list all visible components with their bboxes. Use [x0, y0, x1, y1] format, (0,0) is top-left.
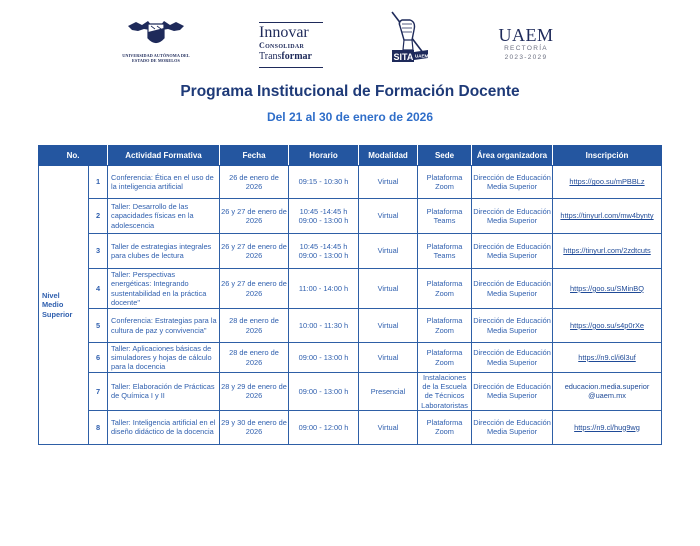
column-header-date: Fecha — [220, 146, 289, 166]
date-cell: 26 de enero de 2026 — [220, 166, 289, 199]
activity-cell: Conferencia: Ética en el uso de la inteligencia artificial — [108, 166, 220, 199]
venue-line-2: Zoom — [435, 427, 454, 437]
area-cell — [472, 199, 553, 234]
venue-cell — [418, 343, 472, 373]
activity-cell: Taller: Inteligencia artificial en el diseño didáctico de la docencia — [108, 410, 220, 444]
innovar-text: Innovar — [259, 24, 309, 41]
uaem-wordmark: UAEM — [498, 25, 554, 45]
registration-cell — [553, 373, 662, 411]
university-logo — [118, 18, 194, 68]
venue-line-2: Zoom — [435, 357, 454, 367]
transformar-text — [259, 51, 323, 63]
area-line-1: Dirección de Educación — [473, 206, 551, 216]
time-line-1: 10:45 -14:45 h — [299, 206, 348, 216]
area-line-1: Dirección de Educación — [473, 172, 551, 182]
time-cell — [289, 373, 359, 411]
table-row — [39, 166, 662, 199]
date-cell: 28 y 29 de enero de 2026 — [220, 373, 289, 411]
column-header-activity: Actividad Formativa — [108, 146, 220, 166]
activity-cell: Taller: Elaboración de Prácticas de Química I y II — [108, 373, 220, 411]
rectoria-label: RECTORÍA — [504, 45, 548, 52]
venue-line-2: Zoom — [435, 182, 454, 191]
date-cell: 26 y 27 de enero de 2026 — [220, 234, 289, 269]
date-cell: 28 de enero de 2026 — [220, 309, 289, 343]
area-line-1: Dirección de Educación — [473, 241, 551, 251]
area-cell — [472, 166, 553, 199]
area-line-1: Dirección de Educación — [473, 348, 551, 358]
area-cell — [472, 373, 553, 411]
time-line-1: 09:00 - 13:00 h — [298, 386, 349, 396]
activity-cell: Taller: Desarrollo de las capacidades físicas en la adolescencia — [108, 199, 220, 234]
time-cell — [289, 343, 359, 373]
venue-line-1: Plataforma — [426, 279, 463, 289]
area-line-1: Dirección de Educación — [473, 382, 551, 392]
time-line-2: 09:00 - 13:00 h — [298, 251, 349, 260]
venue-line-2: Teams — [433, 251, 456, 260]
column-header-mode: Modalidad — [359, 146, 418, 166]
time-cell — [289, 199, 359, 234]
area-line-2: Media Superior — [486, 427, 538, 437]
row-number: 1 — [89, 166, 108, 199]
registration-link[interactable]: https://goo.su/s4p0rXe — [570, 320, 644, 330]
venue-cell — [418, 166, 472, 199]
venue-line-1: Plataforma — [426, 206, 463, 216]
area-line-2: Media Superior — [486, 182, 538, 191]
time-cell — [289, 410, 359, 444]
area-line-2: Media Superior — [486, 288, 538, 298]
sita-fist-icon — [388, 10, 430, 66]
column-header-area: Área organizadora — [472, 146, 553, 166]
venue-cell — [418, 373, 472, 411]
row-number: 8 — [89, 410, 108, 444]
table-row — [39, 343, 662, 373]
area-line-2: Media Superior — [486, 357, 538, 367]
time-line-1: 09:00 - 12:00 h — [298, 422, 349, 432]
venue-line-2: Laboratoristas — [421, 400, 468, 410]
row-number: 2 — [89, 199, 108, 234]
registration-email-line-2: @uaem.mx — [588, 391, 626, 401]
time-line-1: 09:00 - 13:00 h — [298, 352, 349, 362]
venue-line-2: Zoom — [435, 288, 454, 298]
mode-cell: Virtual — [359, 199, 418, 234]
time-line-1: 11:00 - 14:00 h — [298, 283, 349, 293]
table-row — [39, 269, 662, 309]
venue-cell — [418, 234, 472, 269]
column-header-venue: Sede — [418, 146, 472, 166]
area-cell — [472, 309, 553, 343]
registration-cell — [553, 410, 662, 444]
venue-line-1: Plataforma — [426, 316, 463, 326]
university-caption-2: ESTADO DE MORELOS — [132, 58, 180, 63]
innovar-logo — [259, 22, 323, 68]
registration-cell — [553, 343, 662, 373]
page-title: Programa Institucional de Formación Docente — [180, 83, 520, 100]
table-row — [39, 199, 662, 234]
transformar-part-a: Trans — [259, 51, 282, 62]
sita-logo — [388, 10, 430, 66]
registration-link[interactable]: https://n9.cl/hug9wg — [574, 422, 640, 432]
column-header-time: Horario — [289, 146, 359, 166]
registration-link[interactable]: https://goo.su/SMinBQ — [570, 283, 644, 293]
venue-cell — [418, 410, 472, 444]
row-number: 3 — [89, 234, 108, 269]
registration-cell — [553, 309, 662, 343]
venue-line-2: Zoom — [435, 325, 454, 335]
venue-line-1: Instalaciones de la Escuela de Técnicos — [422, 373, 467, 401]
area-line-2: Media Superior — [486, 325, 538, 335]
registration-link[interactable]: https://n9.cl/i6l3uf — [578, 352, 636, 362]
venue-line-1: Plataforma — [426, 172, 463, 182]
area-cell — [472, 343, 553, 373]
svg-text:SITA: SITA — [393, 52, 414, 62]
logo-bar — [0, 0, 700, 78]
activity-cell: Taller: Perspectivas energéticas: Integrando sustentabilidad en la práctica docente" — [108, 269, 220, 309]
time-line-1: 09:15 - 10:30 h — [298, 177, 349, 187]
mode-cell: Virtual — [359, 234, 418, 269]
row-number: 6 — [89, 343, 108, 373]
mode-cell: Virtual — [359, 410, 418, 444]
table-row — [39, 234, 662, 269]
venue-line-2: Teams — [433, 216, 456, 225]
area-line-2: Media Superior — [486, 251, 538, 260]
university-crest-icon — [126, 18, 186, 48]
time-cell — [289, 234, 359, 269]
registration-link[interactable]: https://tinyurl.com/mw4bynty — [560, 211, 654, 221]
time-cell — [289, 309, 359, 343]
group-label-text: Nivel Medio Superior — [42, 291, 73, 319]
date-cell: 28 de enero de 2026 — [220, 343, 289, 373]
area-line-1: Dirección de Educación — [473, 418, 551, 428]
area-line-2: Media Superior — [486, 216, 538, 225]
page-subtitle: Del 21 al 30 de enero de 2026 — [266, 110, 434, 124]
registration-link[interactable]: https://tinyurl.com/2zdtcuts — [563, 246, 651, 256]
svg-text:UAEM: UAEM — [415, 53, 429, 59]
time-line-1: 10:45 -14:45 h — [299, 241, 348, 251]
area-cell — [472, 269, 553, 309]
area-line-1: Dirección de Educación — [473, 316, 551, 326]
activity-cell: Conferencia: Estrategias para la cultura de paz y convivencia" — [108, 309, 220, 343]
column-header-registration: Inscripción — [553, 146, 662, 166]
table-row — [39, 410, 662, 444]
registration-email[interactable] — [553, 382, 661, 400]
activity-cell: Taller: Aplicaciones básicas de simuladores y hojas de cálculo para la docencia — [108, 343, 220, 373]
venue-line-1: Plataforma — [426, 348, 463, 358]
group-label-nivel-medio-superior — [39, 166, 89, 445]
venue-line-1: Plataforma — [426, 418, 463, 428]
date-cell: 26 y 27 de enero de 2026 — [220, 199, 289, 234]
venue-line-1: Plataforma — [426, 241, 463, 251]
registration-cell — [553, 199, 662, 234]
mode-cell: Virtual — [359, 269, 418, 309]
mode-cell: Virtual — [359, 166, 418, 199]
area-cell — [472, 234, 553, 269]
venue-cell — [418, 199, 472, 234]
registration-cell — [553, 269, 662, 309]
time-cell — [289, 269, 359, 309]
venue-cell — [418, 269, 472, 309]
mode-cell: Virtual — [359, 309, 418, 343]
registration-cell — [553, 234, 662, 269]
mode-cell: Presencial — [359, 373, 418, 411]
table-row — [39, 373, 662, 411]
row-number: 5 — [89, 309, 108, 343]
row-number: 4 — [89, 269, 108, 309]
university-caption-1: UNIVERSIDAD AUTÓNOMA DEL — [122, 53, 190, 58]
table-row — [39, 309, 662, 343]
column-header-no: No. — [39, 146, 108, 166]
consolidar-text: Consolidar — [259, 41, 305, 50]
row-number: 7 — [89, 373, 108, 411]
date-cell: 26 y 27 de enero de 2026 — [220, 269, 289, 309]
registration-link[interactable]: https://goo.su/mPBBLz — [569, 177, 645, 187]
activity-cell: Taller de estrategias integrales para clubes de lectura — [108, 234, 220, 269]
rectoria-logo — [496, 26, 556, 66]
area-line-1: Dirección de Educación — [473, 279, 551, 289]
table-header-row — [39, 146, 662, 166]
time-line-1: 10:00 - 11:30 h — [298, 320, 349, 330]
date-cell: 29 y 30 de enero de 2026 — [220, 410, 289, 444]
schedule-table — [38, 145, 662, 445]
area-cell — [472, 410, 553, 444]
registration-cell — [553, 166, 662, 199]
area-line-2: Media Superior — [486, 391, 538, 401]
mode-cell: Virtual — [359, 343, 418, 373]
rectoria-years: 2023-2029 — [504, 54, 548, 61]
time-line-2: 09:00 - 13:00 h — [298, 216, 349, 225]
registration-email-line-1: educacion.media.superior — [564, 382, 650, 392]
transformar-part-b: formar — [281, 51, 312, 62]
venue-cell — [418, 309, 472, 343]
time-cell — [289, 166, 359, 199]
